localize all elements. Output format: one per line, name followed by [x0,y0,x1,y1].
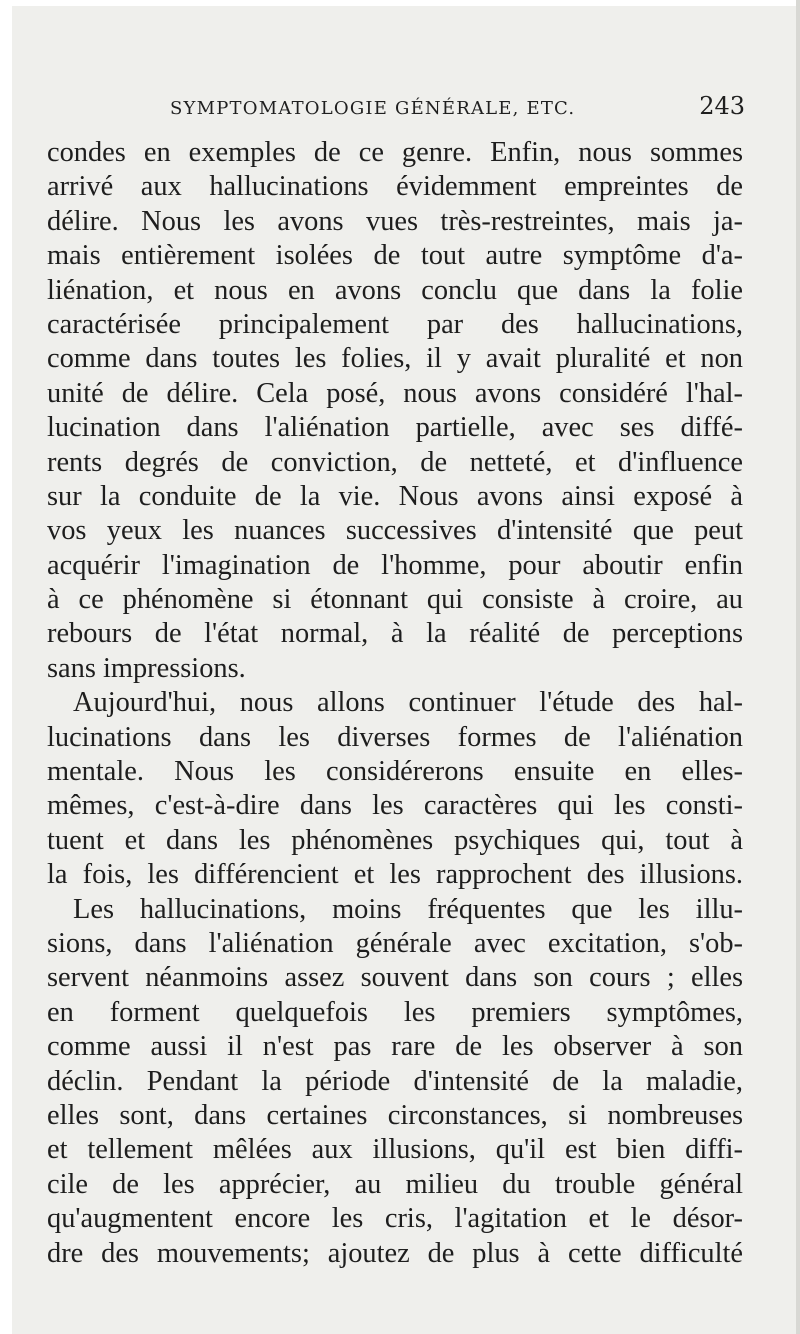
text-line: mêmes, c'est-à-dire dans les caractères qui les consti- [47,790,743,822]
text-line: rents degrés de conviction, de netteté, et d'influence [47,446,743,478]
text-line: à ce phénomène si étonnant qui consiste à croire, au [47,584,743,616]
text-line: sions, dans l'aliénation générale avec excitation, s'ob- [47,927,743,959]
text-line: et tellement mêlées aux illusions, qu'il est bien diffi- [47,1134,743,1166]
text-line: mentale. Nous les considérerons ensuite en elles- [47,756,743,788]
text-line: lucinations dans les diverses formes de l'aliénation [47,721,743,753]
body-text [47,136,743,1271]
text-line: unité de délire. Cela posé, nous avons considéré l'hal- [47,377,743,409]
text-line: caractérisée principalement par des hallucinations, [47,308,743,340]
text-line: lucination dans l'aliénation partielle, avec ses diffé- [47,412,743,444]
text-line: vos yeux les nuances successives d'intensité que peut [47,515,743,547]
scan-margin-top [0,0,800,6]
paragraph-end-line: la fois, les différencient et les rapprochent des illusions. [47,859,743,891]
paragraph-start-line: Les hallucinations, moins fréquentes que les illu- [73,893,743,925]
text-line: mais entièrement isolées de tout autre symptôme d'a- [47,240,743,272]
text-line: elles sont, dans certaines circonstances, si nombreuses [47,1099,743,1131]
scan-margin-left [0,0,12,1334]
page-header [170,92,745,124]
scan-margin-right [796,0,800,1334]
text-line: tuent et dans les phénomènes psychiques qui, tout à [47,824,743,856]
text-line: qu'augmentent encore les cris, l'agitation et le désor- [47,1203,743,1235]
text-line: liénation, et nous en avons conclu que dans la folie [47,274,743,306]
text-line: délire. Nous les avons vues très-restreintes, mais ja- [47,205,743,237]
text-line: en forment quelquefois les premiers symptômes, [47,996,743,1028]
text-line: acquérir l'imagination de l'homme, pour aboutir enfin [47,549,743,581]
text-line: comme dans toutes les folies, il y avait pluralité et non [47,343,743,375]
page-number: 243 [699,92,745,120]
text-line: arrivé aux hallucinations évidemment empreintes de [47,171,743,203]
paragraph-start-line: Aujourd'hui, nous allons continuer l'étude des hal- [73,687,743,719]
text-line: déclin. Pendant la période d'intensité de la maladie, [47,1065,743,1097]
text-line: condes en exemples de ce genre. Enfin, nous sommes [47,137,743,168]
text-line: sur la conduite de la vie. Nous avons ainsi exposé à [47,480,743,512]
text-line: servent néanmoins assez souvent dans son cours ; elles [47,962,743,994]
text-line: cile de les apprécier, au milieu du trouble général [47,1168,743,1200]
text-line: rebours de l'état normal, à la réalité de perceptions [47,618,743,650]
running-head: SYMPTOMATOLOGIE GÉNÉRALE, ETC. [170,98,576,119]
text-line: dre des mouvements; ajoutez de plus à cette difficulté [47,1237,743,1269]
paragraph-end-line: sans impressions. [47,652,246,684]
text-line: comme aussi il n'est pas rare de les observer à son [47,1031,743,1063]
